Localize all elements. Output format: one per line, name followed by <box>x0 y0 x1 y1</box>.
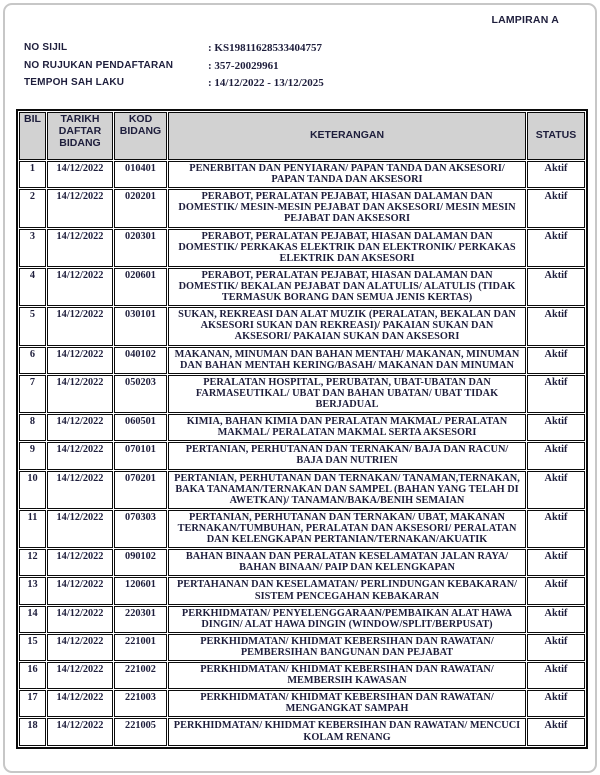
cell-kod: 040102 <box>114 347 167 374</box>
table-row <box>19 414 585 441</box>
info-row-tempoh <box>24 77 581 89</box>
cell-keterangan: BAHAN BINAAN DAN PERALATAN KESELAMATAN JALAN RAYA/ BAHAN BINAAN/ PAIP DAN KELENGKAPAN <box>168 549 526 576</box>
cell-status: Aktif <box>527 347 585 374</box>
cell-status: Aktif <box>527 307 585 345</box>
cell-tarikh: 14/12/2022 <box>47 634 113 661</box>
cell-bil: 4 <box>19 268 46 306</box>
cell-bil: 17 <box>19 690 46 717</box>
cell-bil: 5 <box>19 307 46 345</box>
corner-label: LAMPIRAN A <box>491 14 559 26</box>
cell-keterangan: PERTANIAN, PERHUTANAN DAN TERNAKAN/ UBAT, MAKANAN TERNAKAN/TUMBUHAN, PERALATAN DAN AKSESORI/ PERALATAN DAN KELENGKAPAN PERTANIAN/TERNAKAN/AKUATIK <box>168 510 526 548</box>
cell-bil: 8 <box>19 414 46 441</box>
cell-keterangan: PERTANIAN, PERHUTANAN DAN TERNAKAN/ BAJA DAN RACUN/ BAJA DAN NUTRIEN <box>168 442 526 469</box>
cell-kod: 030101 <box>114 307 167 345</box>
table-row <box>19 549 585 576</box>
cell-status: Aktif <box>527 510 585 548</box>
cell-keterangan: PERKHIDMATAN/ KHIDMAT KEBERSIHAN DAN RAWATAN/ MENGANGKAT SAMPAH <box>168 690 526 717</box>
cell-kod: 090102 <box>114 549 167 576</box>
cell-tarikh: 14/12/2022 <box>47 161 113 188</box>
table-row <box>19 189 585 227</box>
cell-tarikh: 14/12/2022 <box>47 442 113 469</box>
cell-status: Aktif <box>527 634 585 661</box>
table-row <box>19 662 585 689</box>
cell-status: Aktif <box>527 442 585 469</box>
column-header-bil: BIL <box>19 112 46 160</box>
cell-tarikh: 14/12/2022 <box>47 307 113 345</box>
cell-bil: 12 <box>19 549 46 576</box>
cell-bil: 15 <box>19 634 46 661</box>
cell-kod: 060501 <box>114 414 167 441</box>
cell-keterangan: PERALATAN HOSPITAL, PERUBATAN, UBAT-UBATAN DAN FARMASEUTIKAL/ UBAT DAN BAHAN UBATAN/ UBAT TIDAK BERJADUAL <box>168 375 526 413</box>
cell-bil: 3 <box>19 229 46 267</box>
table-row <box>19 307 585 345</box>
cell-tarikh: 14/12/2022 <box>47 268 113 306</box>
cell-status: Aktif <box>527 189 585 227</box>
document-page <box>3 3 597 773</box>
certificate-info <box>24 42 581 95</box>
cell-status: Aktif <box>527 414 585 441</box>
table-body <box>19 161 585 746</box>
cell-status: Aktif <box>527 718 585 745</box>
table-row <box>19 690 585 717</box>
cell-bil: 18 <box>19 718 46 745</box>
cell-bil: 16 <box>19 662 46 689</box>
no-sijil-label: NO SIJIL <box>24 42 68 53</box>
cell-bil: 6 <box>19 347 46 374</box>
cell-kod: 070201 <box>114 471 167 509</box>
table-row <box>19 718 585 745</box>
table-row <box>19 375 585 413</box>
cell-kod: 221003 <box>114 690 167 717</box>
cell-keterangan: PERTAHANAN DAN KESELAMATAN/ PERLINDUNGAN KEBAKARAN/ SISTEM PENCEGAHAN KEBAKARAN <box>168 577 526 604</box>
cell-status: Aktif <box>527 606 585 633</box>
cell-tarikh: 14/12/2022 <box>47 414 113 441</box>
cell-keterangan: KIMIA, BAHAN KIMIA DAN PERALATAN MAKMAL/ PERALATAN MAKMAL/ PERALATAN MAKMAL SERTA AKSESORI <box>168 414 526 441</box>
column-header-kod-bidang: KOD BIDANG <box>114 112 167 160</box>
cell-bil: 13 <box>19 577 46 604</box>
cell-kod: 020201 <box>114 189 167 227</box>
cell-tarikh: 14/12/2022 <box>47 549 113 576</box>
cell-kod: 221001 <box>114 634 167 661</box>
table-row <box>19 229 585 267</box>
cell-keterangan: PERKHIDMATAN/ KHIDMAT KEBERSIHAN DAN RAWATAN/ MENCUCI KOLAM RENANG <box>168 718 526 745</box>
cell-keterangan: PERABOT, PERALATAN PEJABAT, HIASAN DALAMAN DAN DOMESTIK/ MESIN-MESIN PEJABAT DAN AKSESORI/ MESIN MESIN PEJABAT DAN AKSESORI <box>168 189 526 227</box>
cell-kod: 050203 <box>114 375 167 413</box>
cell-status: Aktif <box>527 229 585 267</box>
table-header-row <box>19 112 585 160</box>
cell-bil: 10 <box>19 471 46 509</box>
tempoh-value: : 14/12/2022 - 13/12/2025 <box>208 77 324 89</box>
cell-status: Aktif <box>527 471 585 509</box>
cell-bil: 1 <box>19 161 46 188</box>
column-header-status: STATUS <box>527 112 585 160</box>
cell-tarikh: 14/12/2022 <box>47 690 113 717</box>
info-row-no-rujukan <box>24 60 581 72</box>
table-row <box>19 577 585 604</box>
table-row <box>19 268 585 306</box>
cell-keterangan: MAKANAN, MINUMAN DAN BAHAN MENTAH/ MAKANAN, MINUMAN DAN BAHAN MENTAH KERING/BASAH/ MAKANAN DAN MINUMAN <box>168 347 526 374</box>
cell-kod: 020301 <box>114 229 167 267</box>
cell-bil: 11 <box>19 510 46 548</box>
cell-tarikh: 14/12/2022 <box>47 606 113 633</box>
tempoh-label: TEMPOH SAH LAKU <box>24 77 125 88</box>
cell-bil: 2 <box>19 189 46 227</box>
cell-status: Aktif <box>527 161 585 188</box>
table-row <box>19 606 585 633</box>
table-row <box>19 161 585 188</box>
cell-tarikh: 14/12/2022 <box>47 189 113 227</box>
cell-kod: 220301 <box>114 606 167 633</box>
no-sijil-value: : KS19811628533404757 <box>208 42 322 54</box>
cell-tarikh: 14/12/2022 <box>47 471 113 509</box>
table-row <box>19 471 585 509</box>
column-header-tarikh-daftar-bidang: TARIKH DAFTAR BIDANG <box>47 112 113 160</box>
cell-kod: 020601 <box>114 268 167 306</box>
cell-status: Aktif <box>527 375 585 413</box>
table-row <box>19 347 585 374</box>
cell-tarikh: 14/12/2022 <box>47 347 113 374</box>
cell-tarikh: 14/12/2022 <box>47 375 113 413</box>
table-row <box>19 510 585 548</box>
cell-tarikh: 14/12/2022 <box>47 718 113 745</box>
cell-kod: 070101 <box>114 442 167 469</box>
cell-kod: 120601 <box>114 577 167 604</box>
cell-status: Aktif <box>527 549 585 576</box>
cell-bil: 14 <box>19 606 46 633</box>
cell-keterangan: PERKHIDMATAN/ PENYELENGGARAAN/PEMBAIKAN ALAT HAWA DINGIN/ ALAT HAWA DINGIN (WINDOW/SPLIT/BERPUSAT) <box>168 606 526 633</box>
cell-tarikh: 14/12/2022 <box>47 510 113 548</box>
info-row-no-sijil <box>24 42 581 54</box>
cell-tarikh: 14/12/2022 <box>47 662 113 689</box>
cell-keterangan: PENERBITAN DAN PENYIARAN/ PAPAN TANDA DAN AKSESORI/ PAPAN TANDA DAN AKSESORI <box>168 161 526 188</box>
cell-status: Aktif <box>527 690 585 717</box>
cell-keterangan: SUKAN, REKREASI DAN ALAT MUZIK (PERALATAN, BEKALAN DAN AKSESORI SUKAN DAN REKREASI)/ PAKAIAN SUKAN DAN AKSESORI/ PAKAIAN SUKAN DAN AKSESORI <box>168 307 526 345</box>
cell-bil: 9 <box>19 442 46 469</box>
cell-keterangan: PERABOT, PERALATAN PEJABAT, HIASAN DALAMAN DAN DOMESTIK/ PERKAKAS ELEKTRIK DAN ELEKTRONIK/ PERKAKAS ELEKTRIK DAN AKSESORI <box>168 229 526 267</box>
cell-status: Aktif <box>527 577 585 604</box>
cell-keterangan: PERKHIDMATAN/ KHIDMAT KEBERSIHAN DAN RAWATAN/ MEMBERSIH KAWASAN <box>168 662 526 689</box>
no-rujukan-label: NO RUJUKAN PENDAFTARAN <box>24 59 174 71</box>
registration-fields-table <box>16 109 588 749</box>
cell-status: Aktif <box>527 662 585 689</box>
cell-kod: 221005 <box>114 718 167 745</box>
no-rujukan-value: : 357-20029961 <box>208 59 279 72</box>
cell-tarikh: 14/12/2022 <box>47 229 113 267</box>
table-row <box>19 634 585 661</box>
cell-keterangan: PERTANIAN, PERHUTANAN DAN TERNAKAN/ TANAMAN,TERNAKAN, BAKA TANAMAN/TERNAKAN DAN SAMPEL (BAHAN YANG TELAH DI AWETKAN)/ TANAMAN/BAKA/BENIH SEMAIAN <box>168 471 526 509</box>
cell-kod: 221002 <box>114 662 167 689</box>
cell-kod: 070303 <box>114 510 167 548</box>
cell-kod: 010401 <box>114 161 167 188</box>
cell-keterangan: PERKHIDMATAN/ KHIDMAT KEBERSIHAN DAN RAWATAN/ PEMBERSIHAN BANGUNAN DAN PEJABAT <box>168 634 526 661</box>
cell-tarikh: 14/12/2022 <box>47 577 113 604</box>
table-row <box>19 442 585 469</box>
cell-status: Aktif <box>527 268 585 306</box>
column-header-keterangan: KETERANGAN <box>168 112 526 160</box>
cell-bil: 7 <box>19 375 46 413</box>
cell-keterangan: PERABOT, PERALATAN PEJABAT, HIASAN DALAMAN DAN DOMESTIK/ BEKALAN PEJABAT DAN ALATULIS/ ALATULIS (TIDAK TERMASUK BORANG DAN SEMUA JENIS KERTAS) <box>168 268 526 306</box>
